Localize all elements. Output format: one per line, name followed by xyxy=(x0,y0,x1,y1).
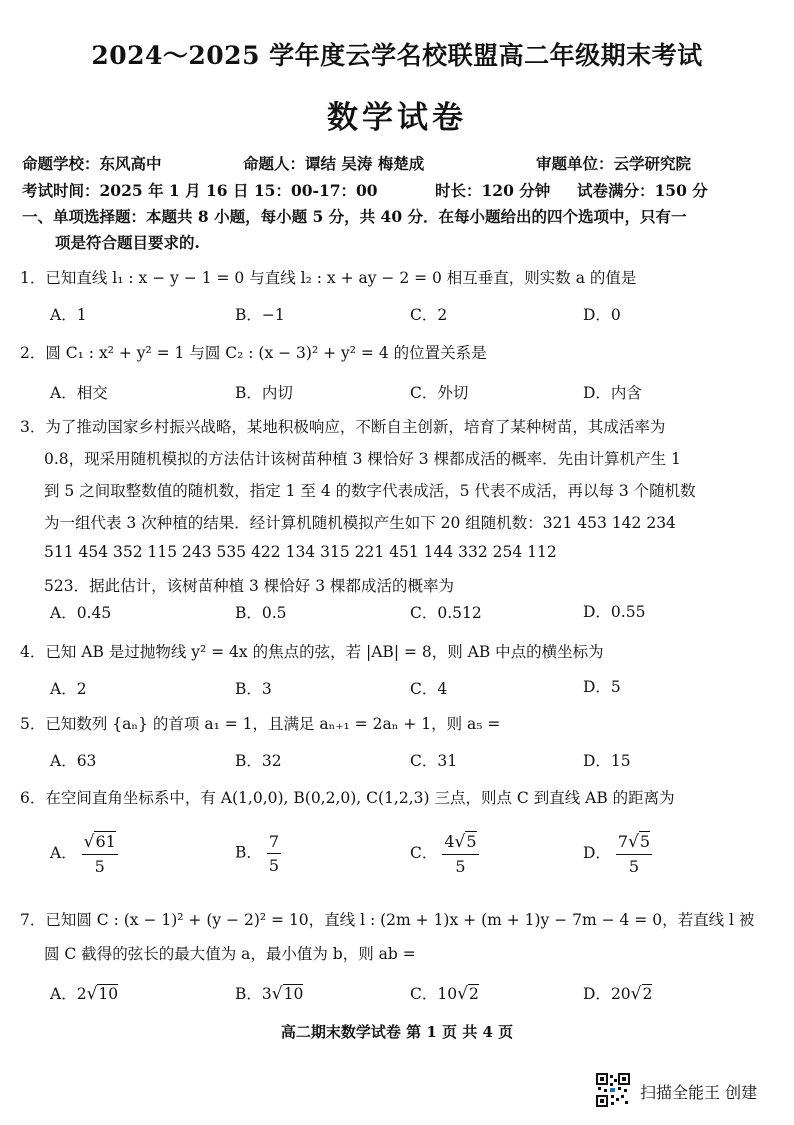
question-3-line-1 xyxy=(20,415,665,437)
meta-authors: 命题人：谭结 吴涛 梅楚成 xyxy=(243,154,425,173)
q7-option-c: C．10√2 xyxy=(410,984,479,1004)
question-number: 4． xyxy=(20,643,46,661)
question-3-line-4: 为一组代表 3 次种植的结果．经计算机随机模拟产生如下 20 组随机数：321 453 142 234 xyxy=(44,514,676,532)
q6-option-b xyxy=(235,832,281,875)
radicand: 2 xyxy=(642,985,653,1003)
page-footer: 高二期末数学试卷 第 1 页 共 4 页 xyxy=(280,1023,514,1041)
coefficient: 10 xyxy=(437,985,458,1003)
coefficient: 4 xyxy=(444,832,455,851)
fraction: $\frac{4√5}{5}$ xyxy=(444,832,477,876)
fraction: $\frac{7√5}{5}$ xyxy=(617,832,651,876)
q7-option-d: D．20√2 xyxy=(583,984,653,1004)
question-number: 1． xyxy=(20,269,46,287)
q4-option-b: B．3 xyxy=(235,680,272,698)
question-stem: 已知直线 l₁ : x − y − 1 = 0 与直线 l₂ : x + ay − 2 = 0 相互垂直，则实数 a 的值是 xyxy=(45,269,637,287)
q1-option-c: C．2 xyxy=(410,306,448,324)
scanner-brand: 扫描全能王 创建 xyxy=(640,1083,758,1102)
q7-option-a: A．2√10 xyxy=(50,984,119,1004)
coefficient: 2 xyxy=(76,985,87,1003)
q5-option-d: D．15 xyxy=(583,752,631,770)
radicand: 61 xyxy=(95,832,116,851)
question-4 xyxy=(20,640,604,662)
radicand: 10 xyxy=(98,985,119,1003)
q2-option-b: B．内切 xyxy=(235,384,293,402)
q5-option-a: A．63 xyxy=(50,752,97,770)
question-stem: 在空间直角坐标系中，有 A(1,0,0), B(0,2,0), C(1,2,3) 三点，则点 C 到直线 AB 的距离为 xyxy=(45,789,675,807)
meta-time: 考试时间：2025 年 1 月 16 日 15：00-17：00 xyxy=(22,181,378,200)
question-stem: 为了推动国家乡村振兴战略，某地积极响应，不断自主创新，培育了某种树苗，其成活率为 xyxy=(45,418,666,436)
option-label: D． xyxy=(583,844,611,862)
section-instruction-line2: 项是符合题目要求的. xyxy=(55,233,200,252)
q3-option-c: C．0.512 xyxy=(410,604,482,622)
question-7-line-1 xyxy=(20,908,754,930)
q1-option-a: A．1 xyxy=(50,306,87,324)
question-stem: 已知圆 C : (x − 1)² + (y − 2)² = 10，直线 l : (2m + 1)x + (m + 1)y − 7m − 4 = 0，若直线 l 被 xyxy=(45,911,755,929)
coefficient: 3 xyxy=(261,985,272,1003)
question-stem: 已知数列 {aₙ} 的首项 a₁ = 1，且满足 aₙ₊₁ = 2aₙ + 1，则 a₅ = xyxy=(45,715,501,733)
question-stem: 已知 AB 是过抛物线 y² = 4x 的焦点的弦，若 |AB| = 8，则 AB 中点的横坐标为 xyxy=(45,643,604,661)
q4-option-d: D．5 xyxy=(583,678,621,696)
exam-title: 2024～2025 学年度云学名校联盟高二年级期末考试 xyxy=(91,41,703,70)
radicand: 5 xyxy=(639,832,651,851)
qr-code-icon xyxy=(596,1073,630,1107)
question-number: 3． xyxy=(20,418,46,436)
question-number: 7． xyxy=(20,911,46,929)
option-label: A． xyxy=(50,844,77,862)
question-number: 2． xyxy=(20,344,46,362)
q1-option-b: B．−1 xyxy=(235,306,285,324)
denominator: 5 xyxy=(455,857,466,876)
q3-option-a: A．0.45 xyxy=(50,604,112,622)
question-1 xyxy=(20,266,636,288)
fraction xyxy=(267,832,281,875)
radicand: 10 xyxy=(283,985,304,1003)
question-3-line-6: 523．据此估计，该树苗种植 3 棵恰好 3 棵都成活的概率为 xyxy=(44,577,455,595)
q3-option-d: D．0.55 xyxy=(583,603,646,621)
meta-reviewer: 审题单位：云学研究院 xyxy=(536,154,692,173)
coefficient: 20 xyxy=(610,985,631,1003)
question-2 xyxy=(20,341,487,363)
denominator: 5 xyxy=(94,857,105,876)
question-7-line-2: 圆 C 截得的弦长的最大值为 a，最小值为 b，则 ab = xyxy=(44,945,416,963)
coefficient: 7 xyxy=(617,832,629,851)
denominator: 5 xyxy=(628,857,640,876)
q6-option-c xyxy=(410,832,479,876)
exam-subtitle: 数学试卷 xyxy=(327,100,467,136)
option-label: A． xyxy=(50,985,77,1003)
numerator: 7 xyxy=(267,832,281,854)
meta-score: 试卷满分：150 分 xyxy=(577,181,708,200)
option-label: B． xyxy=(235,843,262,862)
q7-option-b: B．3√10 xyxy=(235,984,304,1004)
q1-option-d: D．0 xyxy=(583,306,621,324)
meta-school: 命题学校：东风高中 xyxy=(22,154,162,173)
q2-option-a: A．相交 xyxy=(50,384,108,402)
question-3-line-2: 0.8，现采用随机模拟的方法估计该树苗种植 3 棵恰好 3 棵都成活的概率．先由计算机产生 1 xyxy=(44,450,681,468)
q5-option-b: B．32 xyxy=(235,752,282,770)
q6-option-d xyxy=(583,832,652,876)
q5-option-c: C．31 xyxy=(410,752,458,770)
q4-option-c: C．4 xyxy=(410,680,448,698)
section-instruction-line1: 一、单项选择题：本题共 8 小题，每小题 5 分，共 40 分．在每小题给出的四个选项中，只有一 xyxy=(22,207,687,226)
question-number: 5． xyxy=(20,715,46,733)
q2-option-c: C．外切 xyxy=(410,384,469,402)
question-6 xyxy=(20,786,675,808)
question-5 xyxy=(20,712,500,734)
q2-option-d: D．内含 xyxy=(583,384,642,402)
question-3-line-3: 到 5 之间取整数值的随机数，指定 1 至 4 的数字代表成活，5 代表不成活，再以每 3 个随机数 xyxy=(44,482,696,500)
q6-option-a xyxy=(50,832,118,876)
question-3-line-5: 511 454 352 115 243 535 422 134 315 221 451 144 332 254 112 xyxy=(44,543,557,561)
question-number: 6． xyxy=(20,789,46,807)
fraction: $\frac{√61}{5}$ xyxy=(83,832,116,876)
question-stem: 圆 C₁ : x² + y² = 1 与圆 C₂ : (x − 3)² + y² = 4 的位置关系是 xyxy=(45,344,487,362)
q4-option-a: A．2 xyxy=(50,680,87,698)
q3-option-b: B．0.5 xyxy=(235,604,287,622)
meta-duration: 时长：120 分钟 xyxy=(435,181,551,200)
option-label: C． xyxy=(410,844,438,862)
denominator: 5 xyxy=(268,856,280,875)
radicand: 5 xyxy=(466,832,477,851)
option-label: B． xyxy=(235,985,262,1003)
option-label: D． xyxy=(583,985,611,1003)
radicand: 2 xyxy=(468,985,479,1003)
option-label: C． xyxy=(410,985,438,1003)
